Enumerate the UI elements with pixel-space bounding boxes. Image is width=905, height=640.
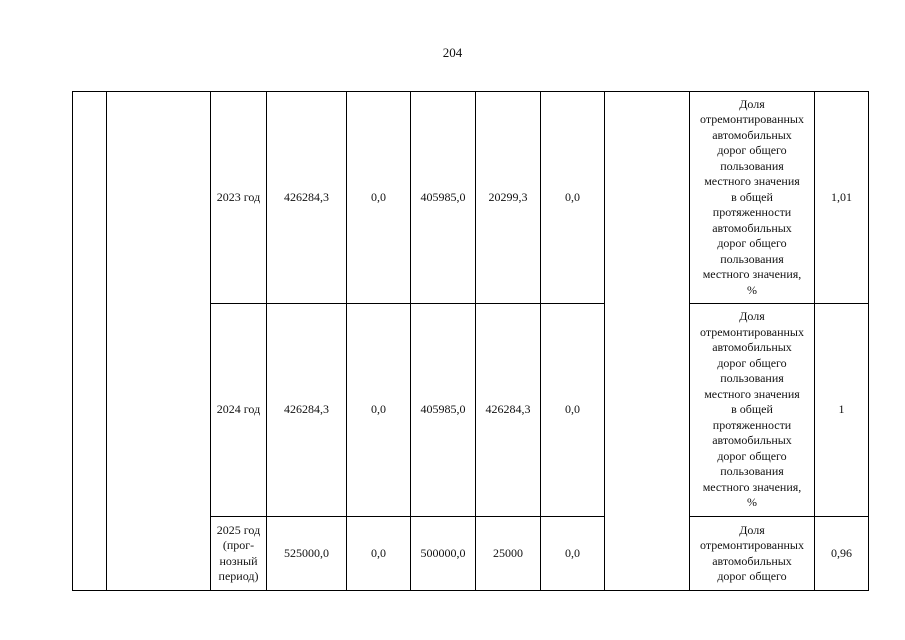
indicator-line: местного значения [704,174,800,189]
amount-other-cell: 0,0 [541,304,605,517]
indicator-line: автомобильных [712,340,792,355]
indicator-line: % [747,495,757,510]
period-line: 2024 год [216,402,261,417]
indicator-line: пользования [720,464,784,479]
period-cell [211,92,267,304]
indicator-line: местного значения, [702,479,802,494]
indicator-cell [690,517,815,591]
amount-local-cell: 426284,3 [476,304,541,517]
indicator-line: автомобильных [712,553,792,568]
period-line: (прог- [222,538,255,552]
document-table [72,91,869,591]
empty-cell-col1 [73,92,107,591]
empty-cell-col9 [605,92,690,591]
amount-other-cell: 0,0 [541,92,605,304]
amount-total-cell: 525000,0 [267,517,347,591]
period-cell [211,304,267,517]
indicator-line: дорог общего [717,569,787,583]
indicator-line: % [747,282,757,297]
indicator-line: местного значения, [702,267,802,282]
amount-federal-cell: 0,0 [347,92,411,304]
indicator-line: пользования [720,371,784,386]
indicator-cell [690,92,815,304]
amount-total-cell: 426284,3 [267,92,347,304]
indicator-line: отремонтированных [700,538,804,552]
indicator-line: дорог общего [717,448,787,463]
amount-local-cell: 25000 [476,517,541,591]
amount-regional-cell: 405985,0 [411,304,476,517]
indicator-line: протяженности [712,205,792,220]
indicator-line: в общей [731,189,773,204]
indicator-line: отремонтированных [700,324,804,339]
indicator-line: пользования [720,158,784,173]
indicator-value-cell: 1 [815,304,869,517]
period-line: период) [218,569,259,583]
indicator-line: протяженности [712,417,792,432]
indicator-line: автомобильных [712,220,792,235]
indicator-value-cell: 0,96 [815,517,869,591]
indicator-line: Доля [739,96,765,111]
indicator-value-cell: 1,01 [815,92,869,304]
period-line: нозный [219,553,258,568]
period-line: 2025 год [216,522,261,537]
indicator-line: Доля [739,309,765,324]
amount-regional-cell: 500000,0 [411,517,476,591]
indicator-line: автомобильных [712,433,792,448]
amount-federal-cell: 0,0 [347,517,411,591]
amount-local-cell: 20299,3 [476,92,541,304]
period-cell [211,517,267,591]
amount-other-cell: 0,0 [541,517,605,591]
amount-regional-cell: 405985,0 [411,92,476,304]
indicator-line: пользования [720,251,784,266]
amount-total-cell: 426284,3 [267,304,347,517]
page-number: 204 [442,45,463,60]
indicator-line: в общей [731,402,773,417]
indicator-line: местного значения [704,386,800,401]
indicator-line: отремонтированных [700,112,804,127]
amount-federal-cell: 0,0 [347,304,411,517]
period-line: 2023 год [216,189,261,204]
indicator-line: автомобильных [712,127,792,142]
table-row [73,92,869,304]
indicator-line: дорог общего [717,355,787,370]
indicator-cell [690,304,815,517]
empty-cell-col2 [107,92,211,591]
indicator-line: дорог общего [717,236,787,251]
indicator-line: дорог общего [717,143,787,158]
indicator-line: Доля [739,522,765,537]
